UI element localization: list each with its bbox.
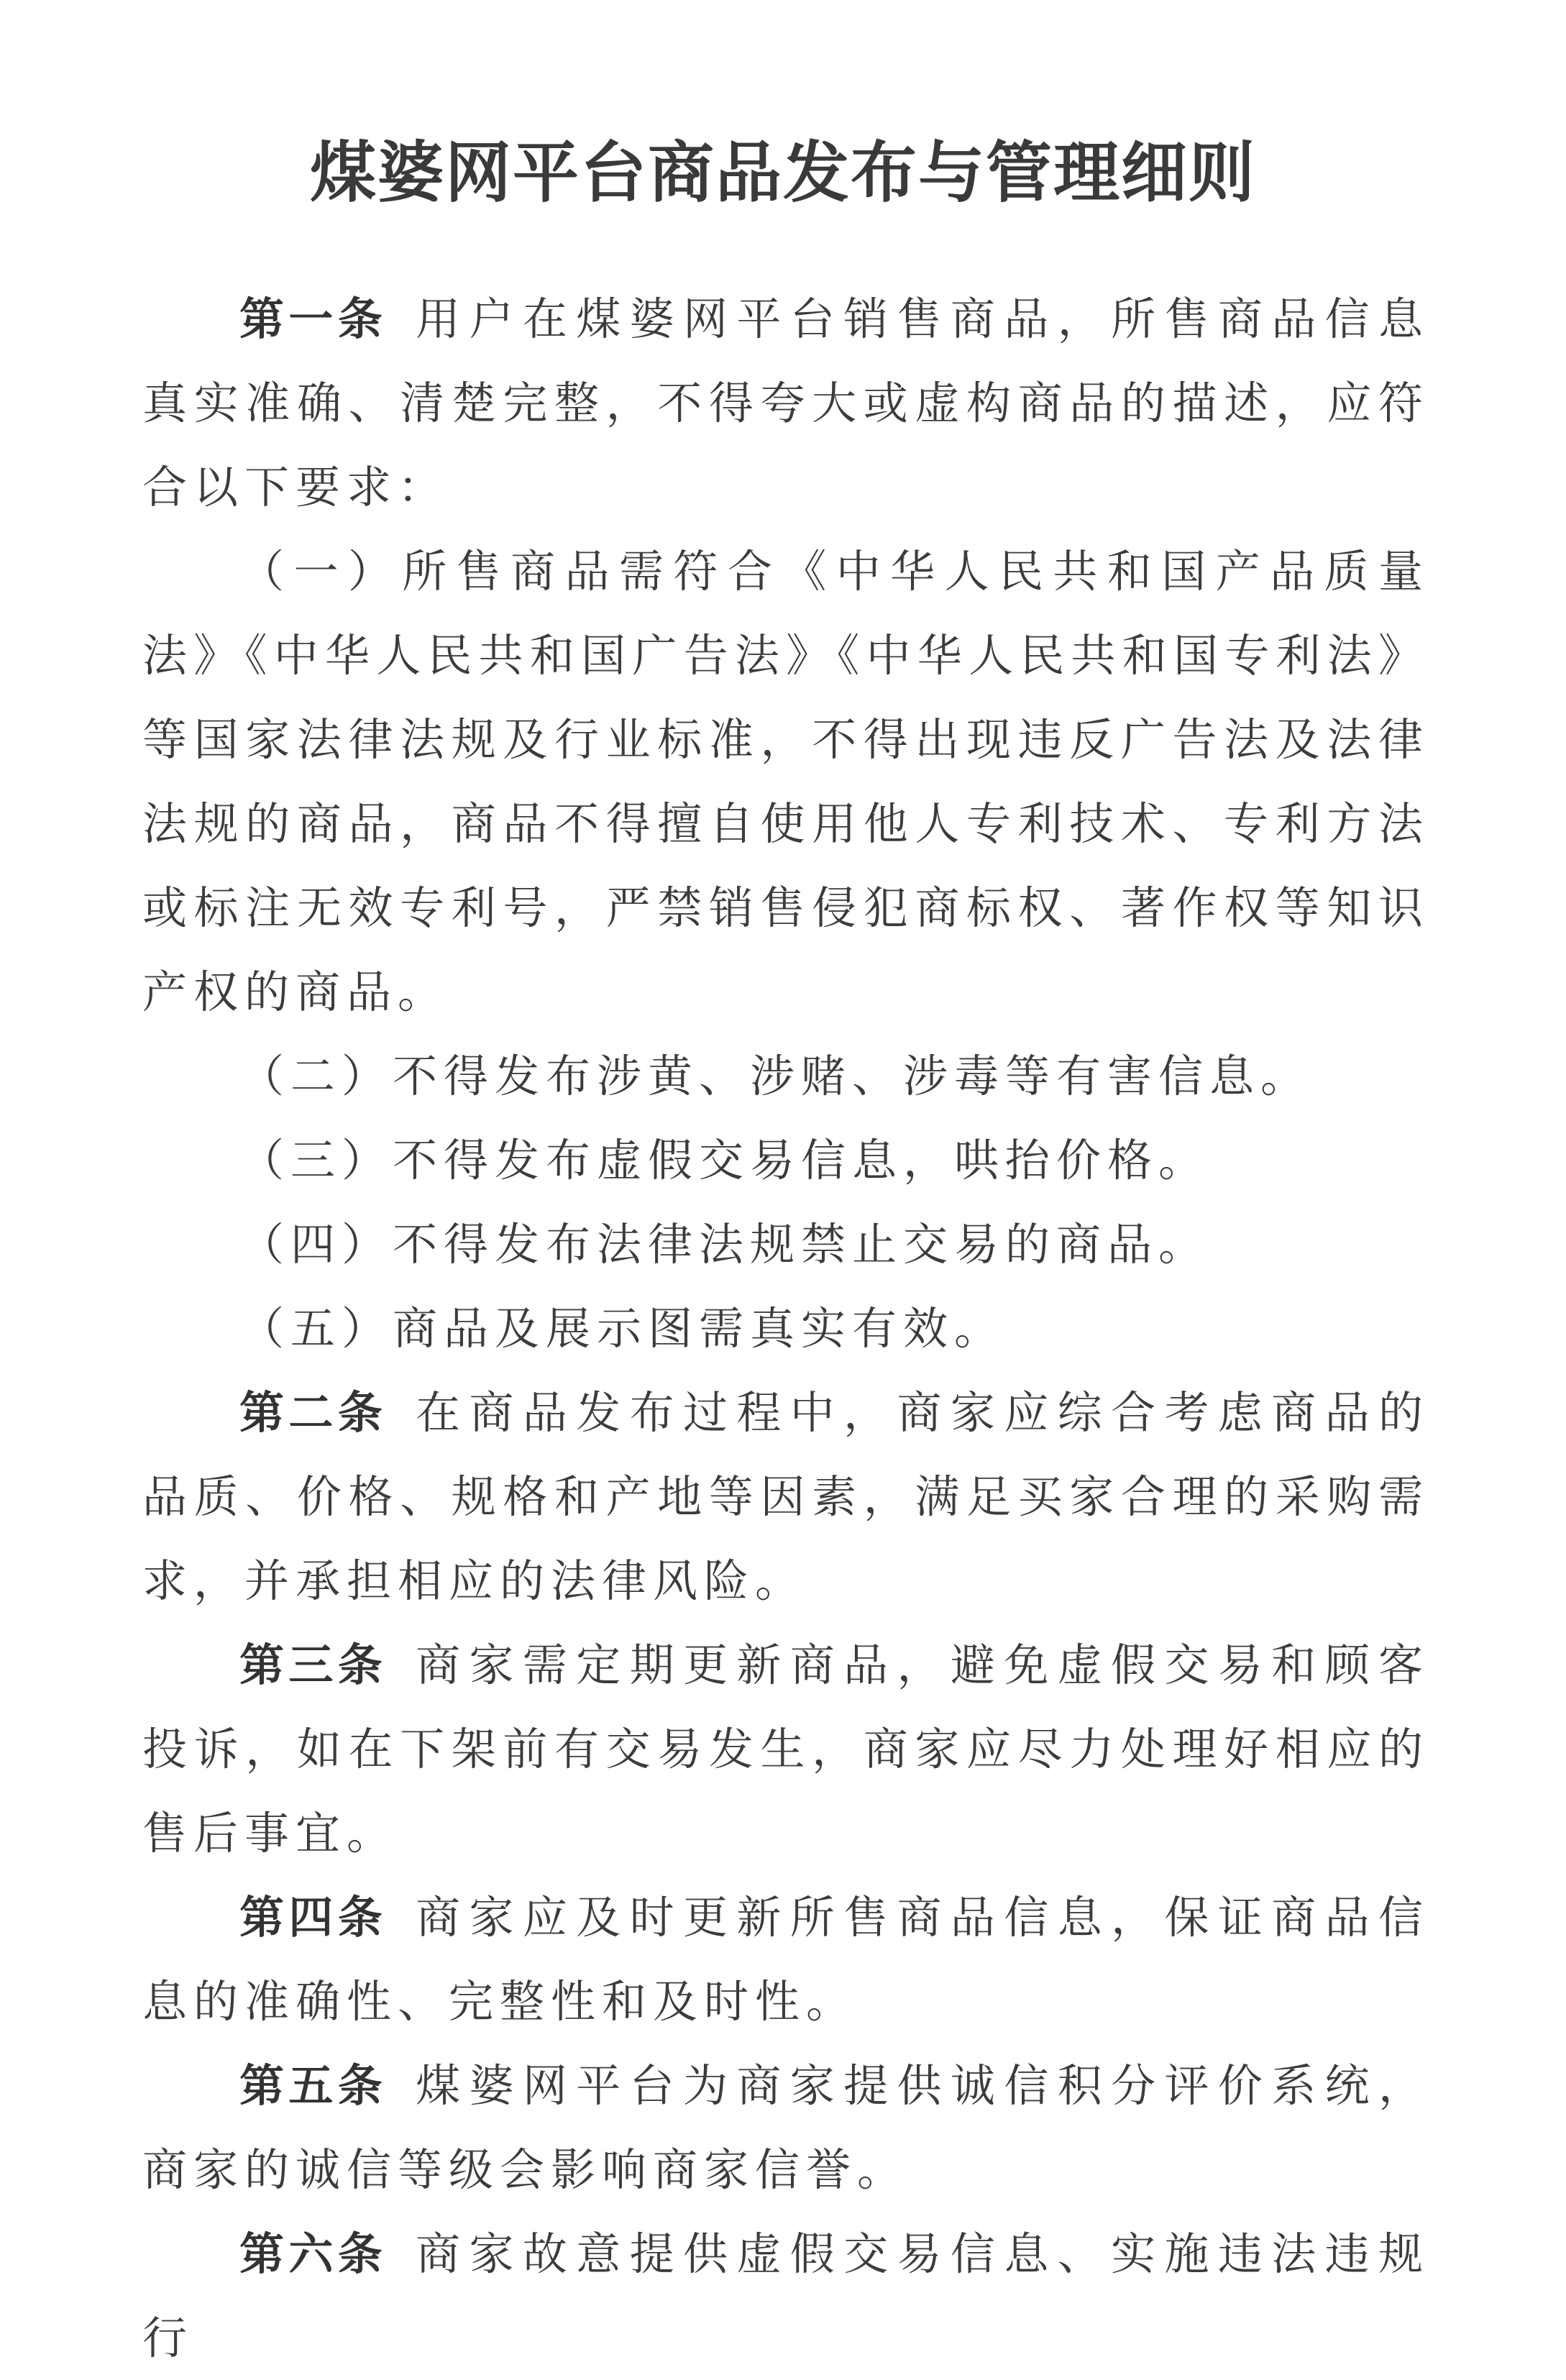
article-text: 商家故意提供虚假交易信息、实施违法违规行 xyxy=(142,2228,1429,2364)
list-item: （五）商品及展示图需真实有效。 xyxy=(239,1302,1006,1355)
list-item: （三）不得发布虚假交易信息，哄抬价格。 xyxy=(239,1134,1210,1186)
article-number: 第六条 xyxy=(239,2228,388,2280)
list-item: （一）所售商品需符合《中华人民共和国产品质量法》《中华人民共和国广告法》《中华人民共和国专利法》等国家法律法规及行业标准，不得出现违反广告法及法律法规的商品，商品不得擅自使用他人专利技术、专利方法或标注无效专利号，严禁销售侵犯商标权、著作权等知识产权的商品。 xyxy=(142,545,1429,1018)
article-number: 第三条 xyxy=(239,1639,388,1691)
article-text: 煤婆网平台为商家提供诚信积分评价系统，商家的诚信等级会影响商家信誉。 xyxy=(142,2059,1429,2196)
article-5 xyxy=(142,2043,1429,2212)
document-title: 煤婆网平台商品发布与管理细则 xyxy=(309,134,1256,211)
article-1 xyxy=(142,277,1429,529)
list-item: （二）不得发布涉黄、涉赌、涉毒等有害信息。 xyxy=(239,1050,1312,1102)
article-number: 第五条 xyxy=(239,2059,388,2112)
article-text: 在商品发布过程中，商家应综合考虑商品的品质、价格、规格和产地等因素，满足买家合理的采购需求，并承担相应的法律风险。 xyxy=(142,1386,1429,1607)
article-number: 第二条 xyxy=(239,1386,388,1439)
article-text: 用户在煤婆网平台销售商品，所售商品信息真实准确、清楚完整，不得夸大或虚构商品的描述，应符合以下要求： xyxy=(142,293,1429,513)
list-item: （四）不得发布法律法规禁止交易的商品。 xyxy=(239,1218,1210,1271)
article-3 xyxy=(142,1623,1429,1875)
article-4 xyxy=(142,1875,1429,2043)
article-number: 第四条 xyxy=(239,1891,388,1944)
document-body xyxy=(142,277,1429,2380)
article-number: 第一条 xyxy=(239,293,388,345)
article-2 xyxy=(142,1370,1429,1623)
article-6 xyxy=(142,2212,1429,2380)
article-text: 商家需定期更新商品，避免虚假交易和顾客投诉，如在下架前有交易发生，商家应尽力处理好相应的售后事宜。 xyxy=(142,1639,1429,1859)
article-text: 商家应及时更新所售商品信息，保证商品信息的准确性、完整性和及时性。 xyxy=(142,1891,1429,2028)
